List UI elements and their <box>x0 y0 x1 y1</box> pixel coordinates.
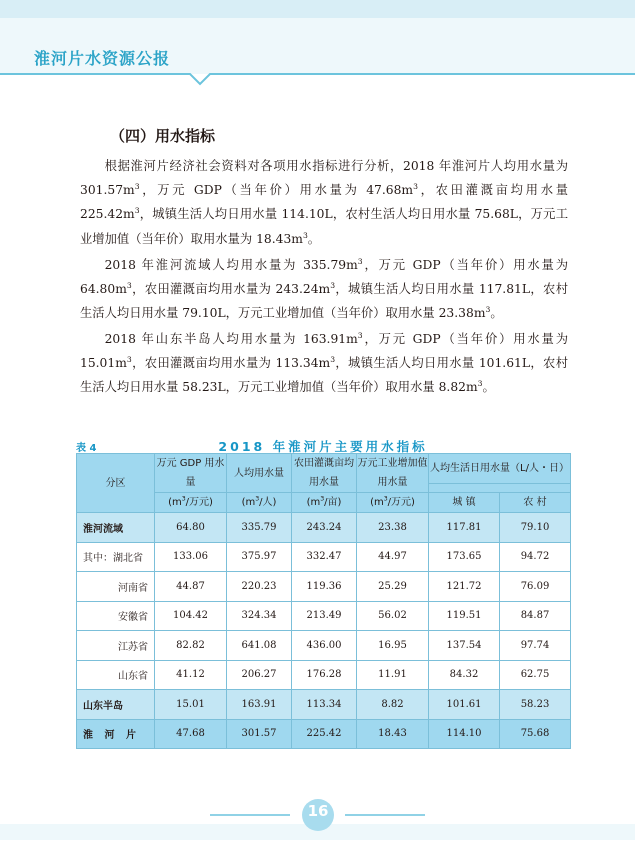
table-cell: 119.51 <box>429 601 500 631</box>
table-cell: 113.34 <box>292 690 357 720</box>
table-cell: 121.72 <box>429 572 500 602</box>
section-heading: （四）用水指标 <box>110 127 216 145</box>
table-cell: 206.27 <box>227 660 292 690</box>
header-gdp: 万元 GDP 用水量 <box>155 454 227 493</box>
table-body <box>77 513 571 749</box>
table-cell: 18.43 <box>357 719 429 749</box>
paragraph-2: 2018 年淮河流域人均用水量为 $335.79m^3$，万元 GDP（当年价）用水量为 $64.80m^3$，农田灌溉亩均用水量为 $243.24m^3$，城镇生活人均日用水量 117.81L，农村生活人均日用水量 79.10L，万元工业增加值（当年价）取用水量 $23.38m^3$。 <box>80 256 568 321</box>
table-row <box>77 513 571 543</box>
table-row <box>77 542 571 572</box>
table-cell: 97.74 <box>500 631 571 661</box>
table-cell: 335.79 <box>227 513 292 543</box>
header-domestic: 人均生活日用水量（L/人・日） <box>429 454 571 484</box>
table-title: 2018 年淮河片主要用水指标 <box>218 439 428 454</box>
unit-gdp: ($m^3/$万元) <box>155 493 227 513</box>
table-header-row <box>77 454 571 484</box>
row-region: 其中：湖北省 <box>77 542 155 572</box>
header-title: 淮河片水资源公报 <box>34 49 171 68</box>
table-cell: 82.82 <box>155 631 227 661</box>
table-caption <box>76 437 570 453</box>
paragraph-3: 2018 年山东半岛人均用水量为 $163.91m^3$，万元 GDP（当年价）用水量为 $15.01m^3$，农田灌溉亩均用水量为 $113.34m^3$，城镇生活人均日用水量 101.61L，农村生活人均日用水量 58.23L，万元工业增加值（当年价）取用水量 $8.82m^3$。 <box>80 330 568 395</box>
table-cell: 56.02 <box>357 601 429 631</box>
table-cell: 25.29 <box>357 572 429 602</box>
header-urban: 城 镇 <box>429 493 500 513</box>
table-cell: 47.68 <box>155 719 227 749</box>
table-cell: 176.28 <box>292 660 357 690</box>
table-cell: 137.54 <box>429 631 500 661</box>
table-cell: 119.36 <box>292 572 357 602</box>
water-use-table <box>76 453 571 749</box>
body-text <box>80 154 568 401</box>
table-cell: 44.87 <box>155 572 227 602</box>
table-cell: 44.97 <box>357 542 429 572</box>
header-rural: 农 村 <box>500 493 571 513</box>
row-region: 山东省 <box>77 660 155 690</box>
table-cell: 41.12 <box>155 660 227 690</box>
table-cell: 220.23 <box>227 572 292 602</box>
table-cell: 84.32 <box>429 660 500 690</box>
table-cell: 114.10 <box>429 719 500 749</box>
header-band <box>0 0 635 90</box>
row-region: 淮河流域 <box>77 513 155 543</box>
row-region: 江苏省 <box>77 631 155 661</box>
page-number: 16 <box>307 802 329 820</box>
table-cell: 332.47 <box>292 542 357 572</box>
table-cell: 15.01 <box>155 690 227 720</box>
row-region: 山东半岛 <box>77 690 155 720</box>
table-row <box>77 719 571 749</box>
table-row <box>77 660 571 690</box>
table-cell: 84.87 <box>500 601 571 631</box>
table-cell: 117.81 <box>429 513 500 543</box>
table-cell: 76.09 <box>500 572 571 602</box>
table-cell: 375.97 <box>227 542 292 572</box>
table-cell: 213.49 <box>292 601 357 631</box>
header-irrigation: 农田灌溉亩均用水量 <box>292 454 357 493</box>
table-cell: 62.75 <box>500 660 571 690</box>
table-row <box>77 690 571 720</box>
table-cell: 436.00 <box>292 631 357 661</box>
row-region: 淮 河 片 <box>77 719 155 749</box>
table-cell: 75.68 <box>500 719 571 749</box>
row-region: 河南省 <box>77 572 155 602</box>
header-region: 分区 <box>77 454 155 513</box>
header-industry: 万元工业增加值用水量 <box>357 454 429 493</box>
unit-per-capita: ($m^3/$人) <box>227 493 292 513</box>
table-cell: 641.08 <box>227 631 292 661</box>
table-cell: 104.42 <box>155 601 227 631</box>
table-cell: 23.38 <box>357 513 429 543</box>
table-cell: 173.65 <box>429 542 500 572</box>
table-cell: 16.95 <box>357 631 429 661</box>
table-number: 表 4 <box>76 443 97 454</box>
table-row <box>77 631 571 661</box>
table-cell: 79.10 <box>500 513 571 543</box>
table-cell: 243.24 <box>292 513 357 543</box>
table-cell: 163.91 <box>227 690 292 720</box>
table-cell: 64.80 <box>155 513 227 543</box>
table-cell: 301.57 <box>227 719 292 749</box>
table-cell: 11.91 <box>357 660 429 690</box>
table-cell: 324.34 <box>227 601 292 631</box>
table-cell: 94.72 <box>500 542 571 572</box>
table-row <box>77 572 571 602</box>
unit-irrigation: ($m^3/$亩) <box>292 493 357 513</box>
table-cell: 8.82 <box>357 690 429 720</box>
table-cell: 133.06 <box>155 542 227 572</box>
header-per-capita: 人均用水量 <box>227 454 292 493</box>
paragraph-1: 根据淮河片经济社会资料对各项用水指标进行分析，2018 年淮河片人均用水量为 $301.57m^3$，万元 GDP（当年价）用水量为 $47.68m^3$，农田灌溉亩均用水量 $225.42m^3$，城镇生活人均日用水量 114.10L，农村生活人均日用水量 75.68L，万元工业增加值（当年价）取用水量为 $18.43m^3$。 <box>80 159 568 246</box>
table-cell: 58.23 <box>500 690 571 720</box>
table-cell: 101.61 <box>429 690 500 720</box>
table-cell: 225.42 <box>292 719 357 749</box>
unit-industry: ($m^3/$万元) <box>357 493 429 513</box>
table-row <box>77 601 571 631</box>
row-region: 安徽省 <box>77 601 155 631</box>
